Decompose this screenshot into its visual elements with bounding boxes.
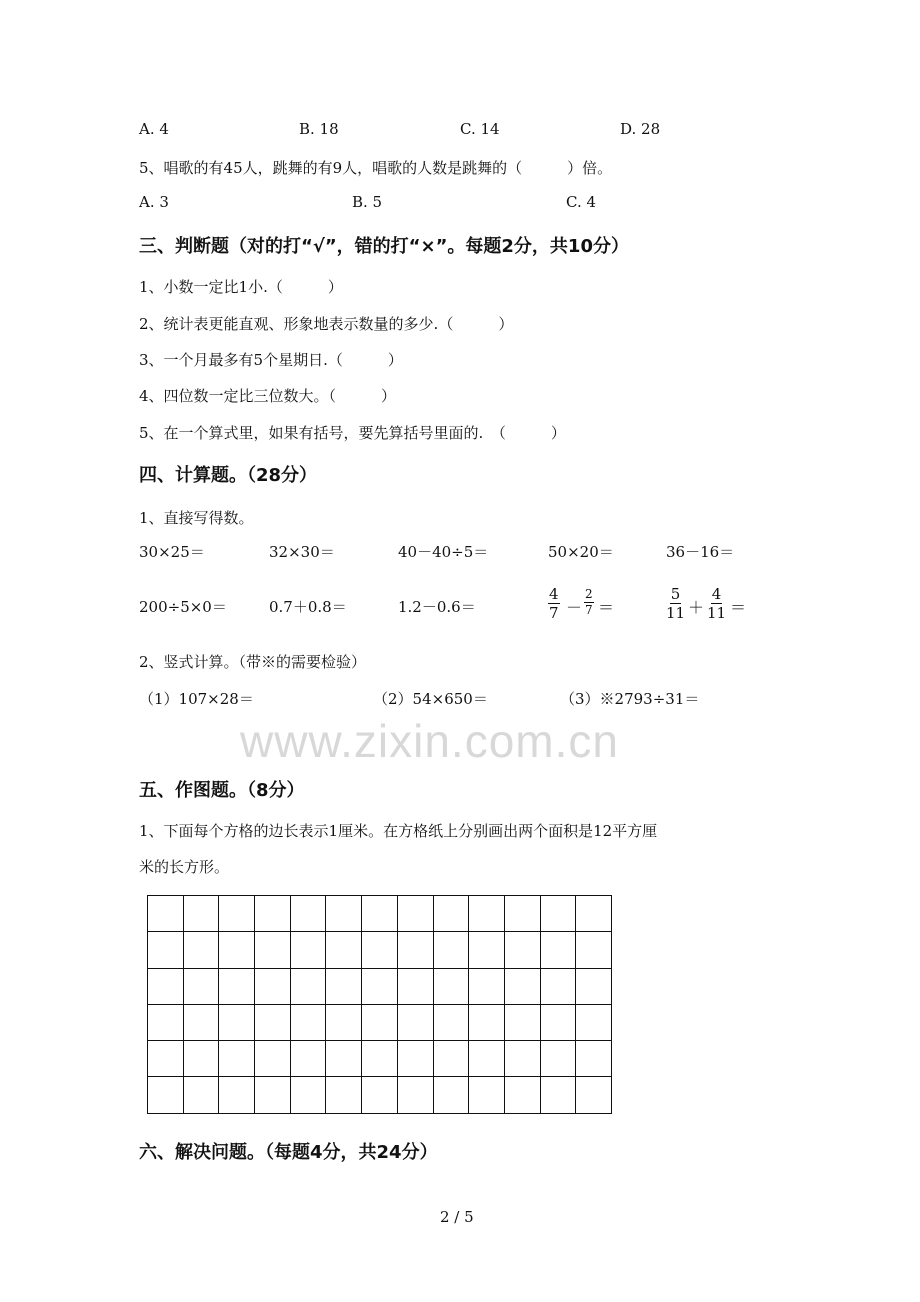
grid-cell bbox=[504, 1041, 540, 1077]
page-number: 2 / 5 bbox=[440, 1208, 474, 1226]
grid-cell bbox=[397, 1004, 433, 1040]
denominator: 11 bbox=[707, 604, 727, 622]
grid-cell bbox=[148, 1004, 184, 1040]
vertical-calc: （2）54×650＝ bbox=[373, 690, 488, 708]
grid-cell bbox=[255, 1041, 291, 1077]
operator: － bbox=[566, 598, 583, 617]
grid-cell bbox=[397, 896, 433, 932]
grid-cell bbox=[576, 1077, 612, 1113]
grid-row bbox=[148, 932, 612, 968]
drawing-question-cont: 米的长方形。 bbox=[139, 858, 230, 876]
grid-cell bbox=[433, 932, 469, 968]
equals: ＝ bbox=[730, 598, 747, 617]
grid-cell bbox=[397, 932, 433, 968]
grid-cell bbox=[433, 968, 469, 1004]
grid-cell bbox=[397, 968, 433, 1004]
calc-item: 30×25＝ bbox=[139, 543, 205, 561]
numerator: 5 bbox=[670, 585, 681, 603]
judge-item: 4、四位数一定比三位数大。（ ） bbox=[139, 387, 397, 405]
grid-cell bbox=[576, 932, 612, 968]
grid-row bbox=[148, 1041, 612, 1077]
numerator: 4 bbox=[549, 585, 559, 603]
vertical-calc: （3）※2793÷31＝ bbox=[560, 690, 700, 708]
grid-cell bbox=[326, 896, 362, 932]
grid-cell bbox=[433, 1041, 469, 1077]
grid-cell bbox=[148, 932, 184, 968]
subquestion-2: 2、竖式计算。（带※的需要检验） bbox=[139, 653, 367, 671]
grid-cell bbox=[290, 968, 326, 1004]
grid-cell bbox=[219, 968, 255, 1004]
grid-cell bbox=[255, 932, 291, 968]
grid-cell bbox=[397, 1041, 433, 1077]
grid-cell bbox=[326, 968, 362, 1004]
option-c: C. 14 bbox=[460, 120, 500, 138]
grid-cell bbox=[540, 1041, 576, 1077]
fraction bbox=[707, 585, 726, 622]
grid-cell bbox=[504, 1004, 540, 1040]
calc-item: 32×30＝ bbox=[269, 543, 335, 561]
grid-cell bbox=[255, 968, 291, 1004]
section-3-title: 三、判断题（对的打“√”，错的打“×”。每题2分，共10分） bbox=[139, 236, 629, 257]
grid-row bbox=[148, 1077, 612, 1113]
grid-cell bbox=[219, 1077, 255, 1113]
option-b: B. 18 bbox=[299, 120, 339, 138]
grid-cell bbox=[540, 1077, 576, 1113]
grid-cell bbox=[219, 932, 255, 968]
section-6-title: 六、解决问题。（每题4分，共24分） bbox=[139, 1142, 438, 1163]
grid-cell bbox=[183, 1004, 219, 1040]
calc-item: 0.7＋0.8＝ bbox=[269, 598, 347, 616]
question-5: 5、唱歌的有45人，跳舞的有9人，唱歌的人数是跳舞的（ ）倍。 bbox=[139, 159, 613, 177]
grid-cell bbox=[326, 1004, 362, 1040]
grid-cell bbox=[255, 1004, 291, 1040]
grid-cell bbox=[148, 896, 184, 932]
grid-cell bbox=[397, 1077, 433, 1113]
judge-item: 3、一个月最多有5个星期日.（ ） bbox=[139, 351, 403, 369]
grid-cell bbox=[362, 896, 398, 932]
denominator: 7 bbox=[585, 603, 593, 617]
grid-row bbox=[148, 896, 612, 932]
grid-cell bbox=[148, 968, 184, 1004]
option-b: B. 5 bbox=[352, 193, 383, 211]
fraction bbox=[548, 585, 560, 622]
grid-cell bbox=[290, 1077, 326, 1113]
grid-cell bbox=[504, 1077, 540, 1113]
grid-cell bbox=[469, 1004, 505, 1040]
grid-cell bbox=[219, 1004, 255, 1040]
grid-cell bbox=[183, 968, 219, 1004]
section-5-title: 五、作图题。（8分） bbox=[139, 780, 305, 801]
grid-cell bbox=[290, 1004, 326, 1040]
fraction bbox=[666, 585, 685, 622]
grid-cell bbox=[290, 1041, 326, 1077]
operator: ＋ bbox=[688, 598, 705, 617]
grid-cell bbox=[433, 1077, 469, 1113]
grid-cell bbox=[540, 1004, 576, 1040]
grid-cell bbox=[183, 896, 219, 932]
grid-cell bbox=[148, 1041, 184, 1077]
grid-cell bbox=[469, 896, 505, 932]
grid-cell bbox=[290, 896, 326, 932]
grid-cell bbox=[326, 932, 362, 968]
grid-cell bbox=[433, 1004, 469, 1040]
judge-item: 5、在一个算式里，如果有括号，要先算括号里面的. （ ） bbox=[139, 424, 566, 442]
grid-cell bbox=[504, 896, 540, 932]
option-a: A. 4 bbox=[139, 120, 169, 138]
option-d: D. 28 bbox=[620, 120, 661, 138]
grid-cell bbox=[540, 896, 576, 932]
grid-row bbox=[148, 1004, 612, 1040]
option-a: A. 3 bbox=[139, 193, 169, 211]
grid-cell bbox=[183, 932, 219, 968]
grid-cell bbox=[469, 932, 505, 968]
grid-cell bbox=[576, 896, 612, 932]
section-4-title: 四、计算题。（28分） bbox=[139, 465, 318, 486]
grid-cell bbox=[326, 1041, 362, 1077]
grid-cell bbox=[290, 932, 326, 968]
square-grid bbox=[147, 895, 612, 1114]
grid-cell bbox=[326, 1077, 362, 1113]
denominator: 7 bbox=[549, 604, 559, 622]
subquestion-1: 1、直接写得数。 bbox=[139, 509, 254, 527]
grid-cell bbox=[148, 1077, 184, 1113]
grid-cell bbox=[362, 968, 398, 1004]
grid-cell bbox=[469, 968, 505, 1004]
vertical-calc: （1）107×28＝ bbox=[139, 690, 254, 708]
grid-cell bbox=[219, 896, 255, 932]
fraction bbox=[584, 587, 594, 618]
watermark: www.zixin.com.cn bbox=[240, 715, 619, 767]
grid-cell bbox=[362, 932, 398, 968]
grid-row bbox=[148, 968, 612, 1004]
numerator: 4 bbox=[711, 585, 722, 603]
grid-cell bbox=[362, 1077, 398, 1113]
grid-cell bbox=[504, 932, 540, 968]
judge-item: 2、统计表更能直观、形象地表示数量的多少.（ ） bbox=[139, 315, 514, 333]
denominator: 11 bbox=[666, 604, 686, 622]
grid-cell bbox=[183, 1077, 219, 1113]
grid-cell bbox=[540, 932, 576, 968]
grid-cell bbox=[183, 1041, 219, 1077]
numerator: 2 bbox=[585, 587, 593, 601]
grid-cell bbox=[469, 1041, 505, 1077]
calc-item: 36－16＝ bbox=[666, 543, 735, 561]
grid-cell bbox=[469, 1077, 505, 1113]
grid-cell bbox=[576, 968, 612, 1004]
calc-item: 50×20＝ bbox=[548, 543, 614, 561]
grid-cell bbox=[576, 1004, 612, 1040]
grid-cell bbox=[576, 1041, 612, 1077]
grid-cell bbox=[433, 896, 469, 932]
grid-cell bbox=[219, 1041, 255, 1077]
calc-item: 1.2－0.6＝ bbox=[398, 598, 476, 616]
equals: ＝ bbox=[598, 598, 615, 617]
grid-cell bbox=[540, 968, 576, 1004]
grid-cell bbox=[255, 1077, 291, 1113]
judge-item: 1、小数一定比1小.（ ） bbox=[139, 278, 343, 296]
calc-item: 40－40÷5＝ bbox=[398, 543, 489, 561]
grid-cell bbox=[504, 968, 540, 1004]
grid-cell bbox=[362, 1004, 398, 1040]
grid-cell bbox=[362, 1041, 398, 1077]
drawing-question: 1、下面每个方格的边长表示1厘米。在方格纸上分别画出两个面积是12平方厘 bbox=[139, 822, 658, 840]
option-c: C. 4 bbox=[566, 193, 597, 211]
calc-item: 200÷5×0＝ bbox=[139, 598, 227, 616]
grid-cell bbox=[255, 896, 291, 932]
